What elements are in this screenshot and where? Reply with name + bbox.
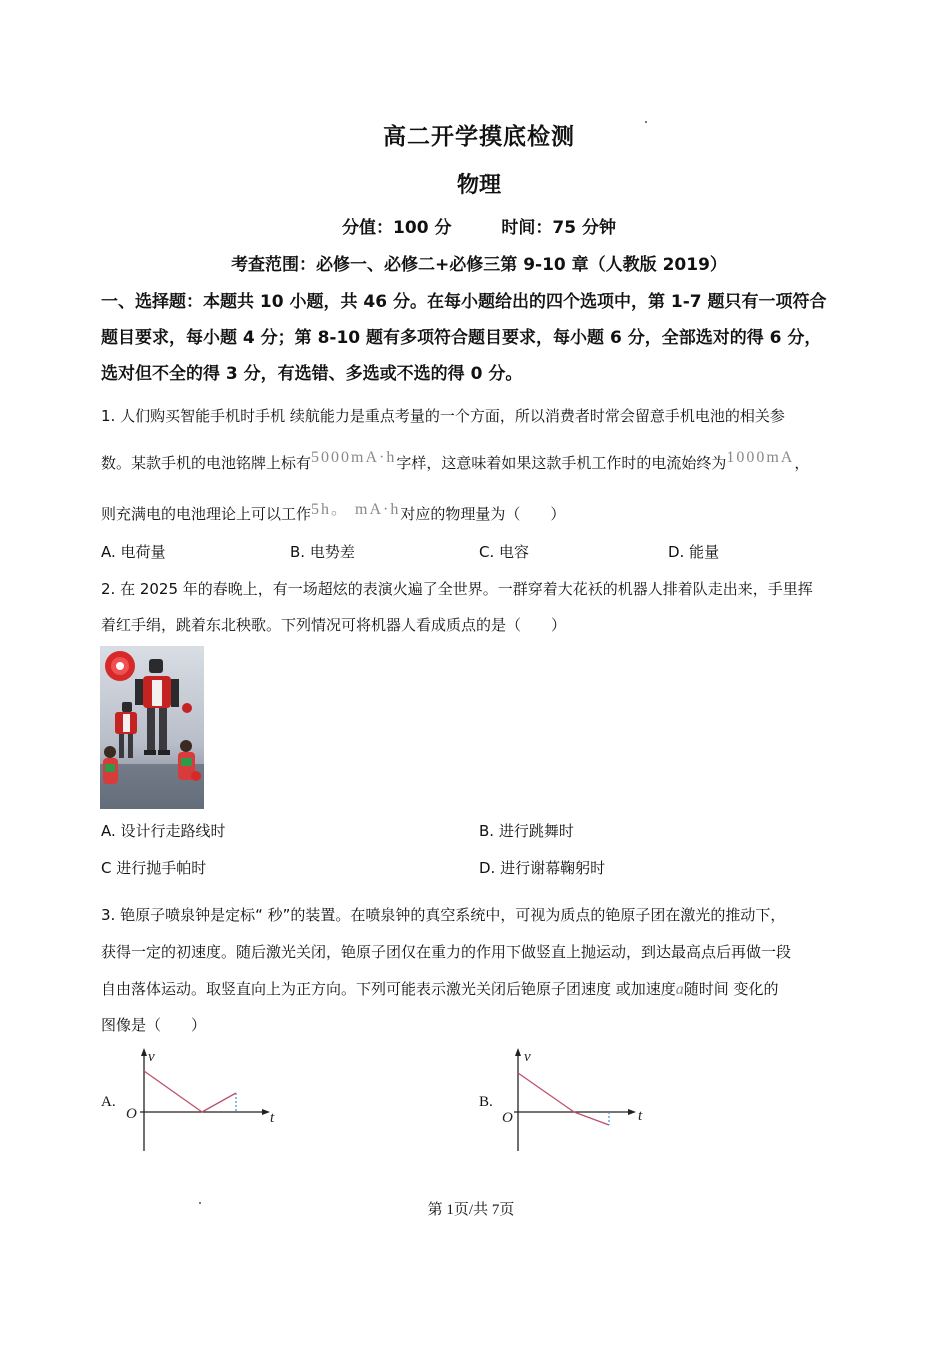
q3-graph-b-origin: O <box>502 1110 513 1126</box>
section-instructions-line3: 选对但不全的得 3 分，有选错、多选或不选的得 0 分。 <box>101 364 523 384</box>
time-info: 时间：75 分钟 <box>501 218 616 238</box>
scan-speck <box>645 121 647 123</box>
q1-line2: 数。某款手机的电池铭牌上标有5000mA·h字样，这意味着如果这款手机工作时的电流始终为1000mA， <box>101 449 810 472</box>
q1-symbol-capacity: 5000mA·h <box>311 449 397 466</box>
page-title: 高二开学摸底检测 <box>383 124 575 150</box>
robot-dance-photo <box>100 646 204 809</box>
q3-line2: 获得一定的初速度。随后激光关闭，铯原子团仅在重力的作用下做竖直上抛运动，到达最高点后再做一段 <box>101 943 792 961</box>
q3-symbol-a: a <box>675 981 684 998</box>
exam-scope: 考查范围：必修一、必修二+必修三第 9-10 章（人教版 2019） <box>231 255 727 275</box>
q2-option-d: D. 进行谢幕鞠躬时 <box>479 859 606 877</box>
q1-option-c: C. 电容 <box>479 543 530 561</box>
q1-line3: 则充满电的电池理论上可以工作5h。 mA·h对应的物理量为（ ） <box>101 501 566 523</box>
q2-option-b: B. 进行跳舞时 <box>479 822 574 840</box>
q1-option-b: B. 电势差 <box>290 543 355 561</box>
q3-graph-a-origin: O <box>126 1106 137 1122</box>
score-info: 分值：100 分 <box>342 218 452 238</box>
q3-graph-b-label: B. <box>479 1094 493 1110</box>
q1-symbol-current: 1000mA <box>726 449 795 466</box>
q3-line4: 图像是（ ） <box>101 1016 207 1034</box>
exam-meta <box>0 213 950 238</box>
q3-graph-a-xlabel: t <box>270 1110 275 1126</box>
q2-option-a: A. 设计行走路线时 <box>101 822 226 840</box>
q3-line1: 3. 铯原子喷泉钟是定标“ 秒”的装置。在喷泉钟的真空系统中，可视为质点的铯原子团在激光的推动下， <box>101 906 786 924</box>
q3-graph-b-xlabel: t <box>638 1108 643 1124</box>
q3-graph-a-label: A. <box>101 1094 116 1110</box>
q3-graph-a-ylabel: v <box>148 1049 155 1065</box>
section-instructions-line1: 一、选择题：本题共 10 小题，共 46 分。在每小题给出的四个选项中，第 1-7 题只有一项符合 <box>101 292 827 312</box>
q1-option-d: D. 能量 <box>668 543 720 561</box>
q3-graph-a <box>118 1045 288 1157</box>
q2-line2: 着红手绢，跳着东北秧歌。下列情况可将机器人看成质点的是（ ） <box>101 616 567 634</box>
q3-graph-b <box>492 1045 662 1157</box>
page-footer: 第 1页/共 7页 <box>427 1202 515 1218</box>
q2-line1: 2. 在 2025 年的春晚上，有一场超炫的表演火遍了全世界。一群穿着大花袄的机器人排着队走出来，手里挥 <box>101 580 813 598</box>
q1-line1: 1. 人们购买智能手机时手机 续航能力是重点考量的一个方面，所以消费者时常会留意手机电池的相关参 <box>101 407 785 425</box>
section-instructions-line2: 题目要求，每小题 4 分；第 8-10 题有多项符合题目要求，每小题 6 分，全部选对的得 6 分， <box>101 328 822 348</box>
q3-line3: 自由落体运动。取竖直向上为正方向。下列可能表示激光关闭后铯原子团速度 或加速度a随时间 变化的 <box>101 980 779 998</box>
subject-title: 物理 <box>456 173 501 198</box>
q3-graph-b-ylabel: v <box>524 1049 531 1065</box>
q1-symbol-time: 5h。 mA·h <box>311 501 401 518</box>
q2-option-c: C 进行抛手帕时 <box>101 859 207 877</box>
q1-option-a: A. 电荷量 <box>101 543 166 561</box>
